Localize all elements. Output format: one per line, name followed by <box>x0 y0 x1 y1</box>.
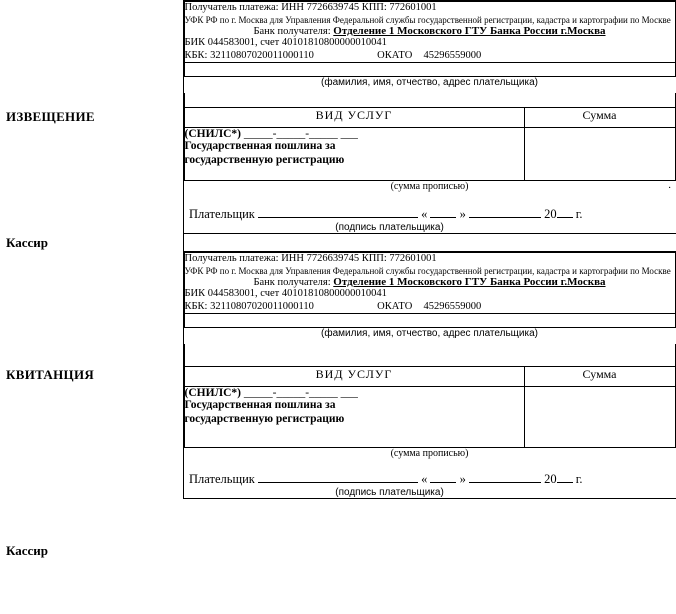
kbk-okato-row <box>185 301 675 314</box>
kvitanciya-label-cell <box>0 252 183 499</box>
requisites-cell-top <box>184 2 675 63</box>
bank-name: Отделение 1 Московского ГТУ Банка России г.Москва <box>333 24 606 37</box>
summa-propisyu-cell[interactable] <box>184 448 675 467</box>
izveshchenie-section <box>0 1 676 234</box>
summa-propisyu-caption: (сумма прописью) <box>390 181 469 193</box>
bank-label: Банк получателя: <box>253 25 331 37</box>
snils-label: (СНИЛС*) <box>184 387 241 400</box>
address-blank-row[interactable] <box>184 93 675 108</box>
payer-year: 20 <box>544 472 557 487</box>
requisites-cell-bottom <box>184 253 675 314</box>
payer-quote-close: » <box>459 472 466 487</box>
summa-value-cell[interactable] <box>524 387 675 448</box>
kbk-okato-row <box>185 50 675 63</box>
payer-name-blank-row[interactable] <box>184 63 675 77</box>
bik-account: БИК 044583001, счет 40101810800000010041 <box>184 36 387 48</box>
payer-signature-cell <box>184 466 675 498</box>
signature-caption-2: (подпись плательщика) <box>335 487 444 499</box>
payer-day-field[interactable] <box>430 204 456 218</box>
payer-signature-field[interactable] <box>258 204 418 218</box>
service-line-2: государственную регистрацию <box>184 153 345 166</box>
summa-header: Сумма <box>582 108 617 123</box>
recipient-line: Получатель платежа: ИНН 7726639745 КПП: 772601001 <box>184 253 437 265</box>
payer-name-blank-row[interactable] <box>184 314 675 328</box>
payer-month-field[interactable] <box>469 469 541 483</box>
service-cell <box>184 128 524 181</box>
vid-uslug-header: ВИД УСЛУГ <box>315 108 393 123</box>
summa-header-cell <box>524 367 675 387</box>
recipient-org: УФК РФ по г. Москва для Управления Федеральной службы государственной регистрации, кадастра и картографии по Москве <box>184 14 671 25</box>
payer-month-field[interactable] <box>469 204 541 218</box>
fio-caption: (фамилия, имя, отчество, адрес плательщика) <box>321 328 538 340</box>
fio-caption-cell <box>184 77 675 94</box>
vid-uslug-header-cell <box>184 108 524 128</box>
bank-label: Банк получателя: <box>253 277 331 289</box>
payer-quote-close: » <box>459 207 466 222</box>
summa-header-cell <box>524 108 675 128</box>
summa-propisyu-cell[interactable] <box>184 181 675 202</box>
service-line-1: Государственная пошлина за <box>184 140 336 153</box>
payer-signature-row <box>184 201 675 222</box>
address-blank-row[interactable] <box>184 344 675 367</box>
okato-label: ОКАТО <box>377 300 413 312</box>
fio-caption-cell <box>184 328 675 345</box>
izveshchenie-body <box>183 1 676 234</box>
recipient-org: УФК РФ по г. Москва для Управления Федеральной службы государственной регистрации, кадастра и картографии по Москве <box>184 265 671 276</box>
kvitanciya-section <box>0 252 676 499</box>
payer-year-field[interactable] <box>557 204 573 218</box>
okato-value: 45296559000 <box>423 49 482 61</box>
service-line-2: государственную регистрацию <box>184 413 345 426</box>
izveshchenie-label-cell <box>0 1 183 234</box>
payer-quote-open: « <box>421 207 428 222</box>
kassir-label-2: Кассир <box>6 543 49 558</box>
vid-uslug-header: ВИД УСЛУГ <box>315 367 393 382</box>
snils-mask: _____-_____-_____ ___ <box>243 128 358 141</box>
snils-label: (СНИЛС*) <box>184 128 241 141</box>
payer-year-suffix: г. <box>575 207 583 222</box>
service-cell <box>184 387 524 448</box>
service-line-1: Государственная пошлина за <box>184 399 336 412</box>
payer-year-field[interactable] <box>557 469 573 483</box>
kassir-spacer-1 <box>183 234 676 252</box>
payer-signature-cell <box>184 201 675 233</box>
vid-uslug-header-cell <box>184 367 524 387</box>
kassir-label-cell-1 <box>0 234 183 252</box>
snils-row <box>185 387 524 399</box>
fio-caption: (фамилия, имя, отчество, адрес плательщика) <box>321 77 538 89</box>
izveshchenie-block <box>184 1 676 233</box>
payer-quote-open: « <box>421 472 428 487</box>
snils-mask: _____-_____-_____ ___ <box>243 387 358 400</box>
summa-value-cell[interactable] <box>524 128 675 181</box>
kvitanciya-body <box>183 252 676 499</box>
izveshchenie-label: ИЗВЕЩЕНИЕ <box>6 109 95 125</box>
summa-header: Сумма <box>582 367 617 382</box>
kvitanciya-label: КВИТАНЦИЯ <box>6 367 95 383</box>
payer-signature-field[interactable] <box>258 469 418 483</box>
bik-account: БИК 044583001, счет 40101810800000010041 <box>184 288 387 300</box>
recipient-line: Получатель платежа: ИНН 7726639745 КПП: 772601001 <box>184 2 437 13</box>
kbk-value: КБК: 32110807020011000110 <box>184 49 314 61</box>
kbk-value: КБК: 32110807020011000110 <box>184 300 314 312</box>
kassir-row-1 <box>0 234 676 252</box>
payer-label: Плательщик <box>189 207 255 222</box>
summa-propisyu-caption: (сумма прописью) <box>390 448 469 460</box>
payer-signature-row <box>184 466 675 487</box>
payer-year-suffix: г. <box>575 472 583 487</box>
bank-row <box>185 25 675 37</box>
payer-day-field[interactable] <box>430 469 456 483</box>
payer-year: 20 <box>544 207 557 222</box>
okato-label: ОКАТО <box>377 49 413 61</box>
signature-caption-1: (подпись плательщика) <box>335 222 444 234</box>
summa-propisyu-dot: . <box>668 179 672 192</box>
kassir-label-1: Кассир <box>6 234 49 250</box>
kvitanciya-block <box>184 252 676 498</box>
payer-label: Плательщик <box>189 472 255 487</box>
bank-name: Отделение 1 Московского ГТУ Банка России г.Москва <box>333 276 606 289</box>
bank-row <box>185 276 675 288</box>
snils-row <box>185 128 524 140</box>
okato-value: 45296559000 <box>423 300 482 312</box>
